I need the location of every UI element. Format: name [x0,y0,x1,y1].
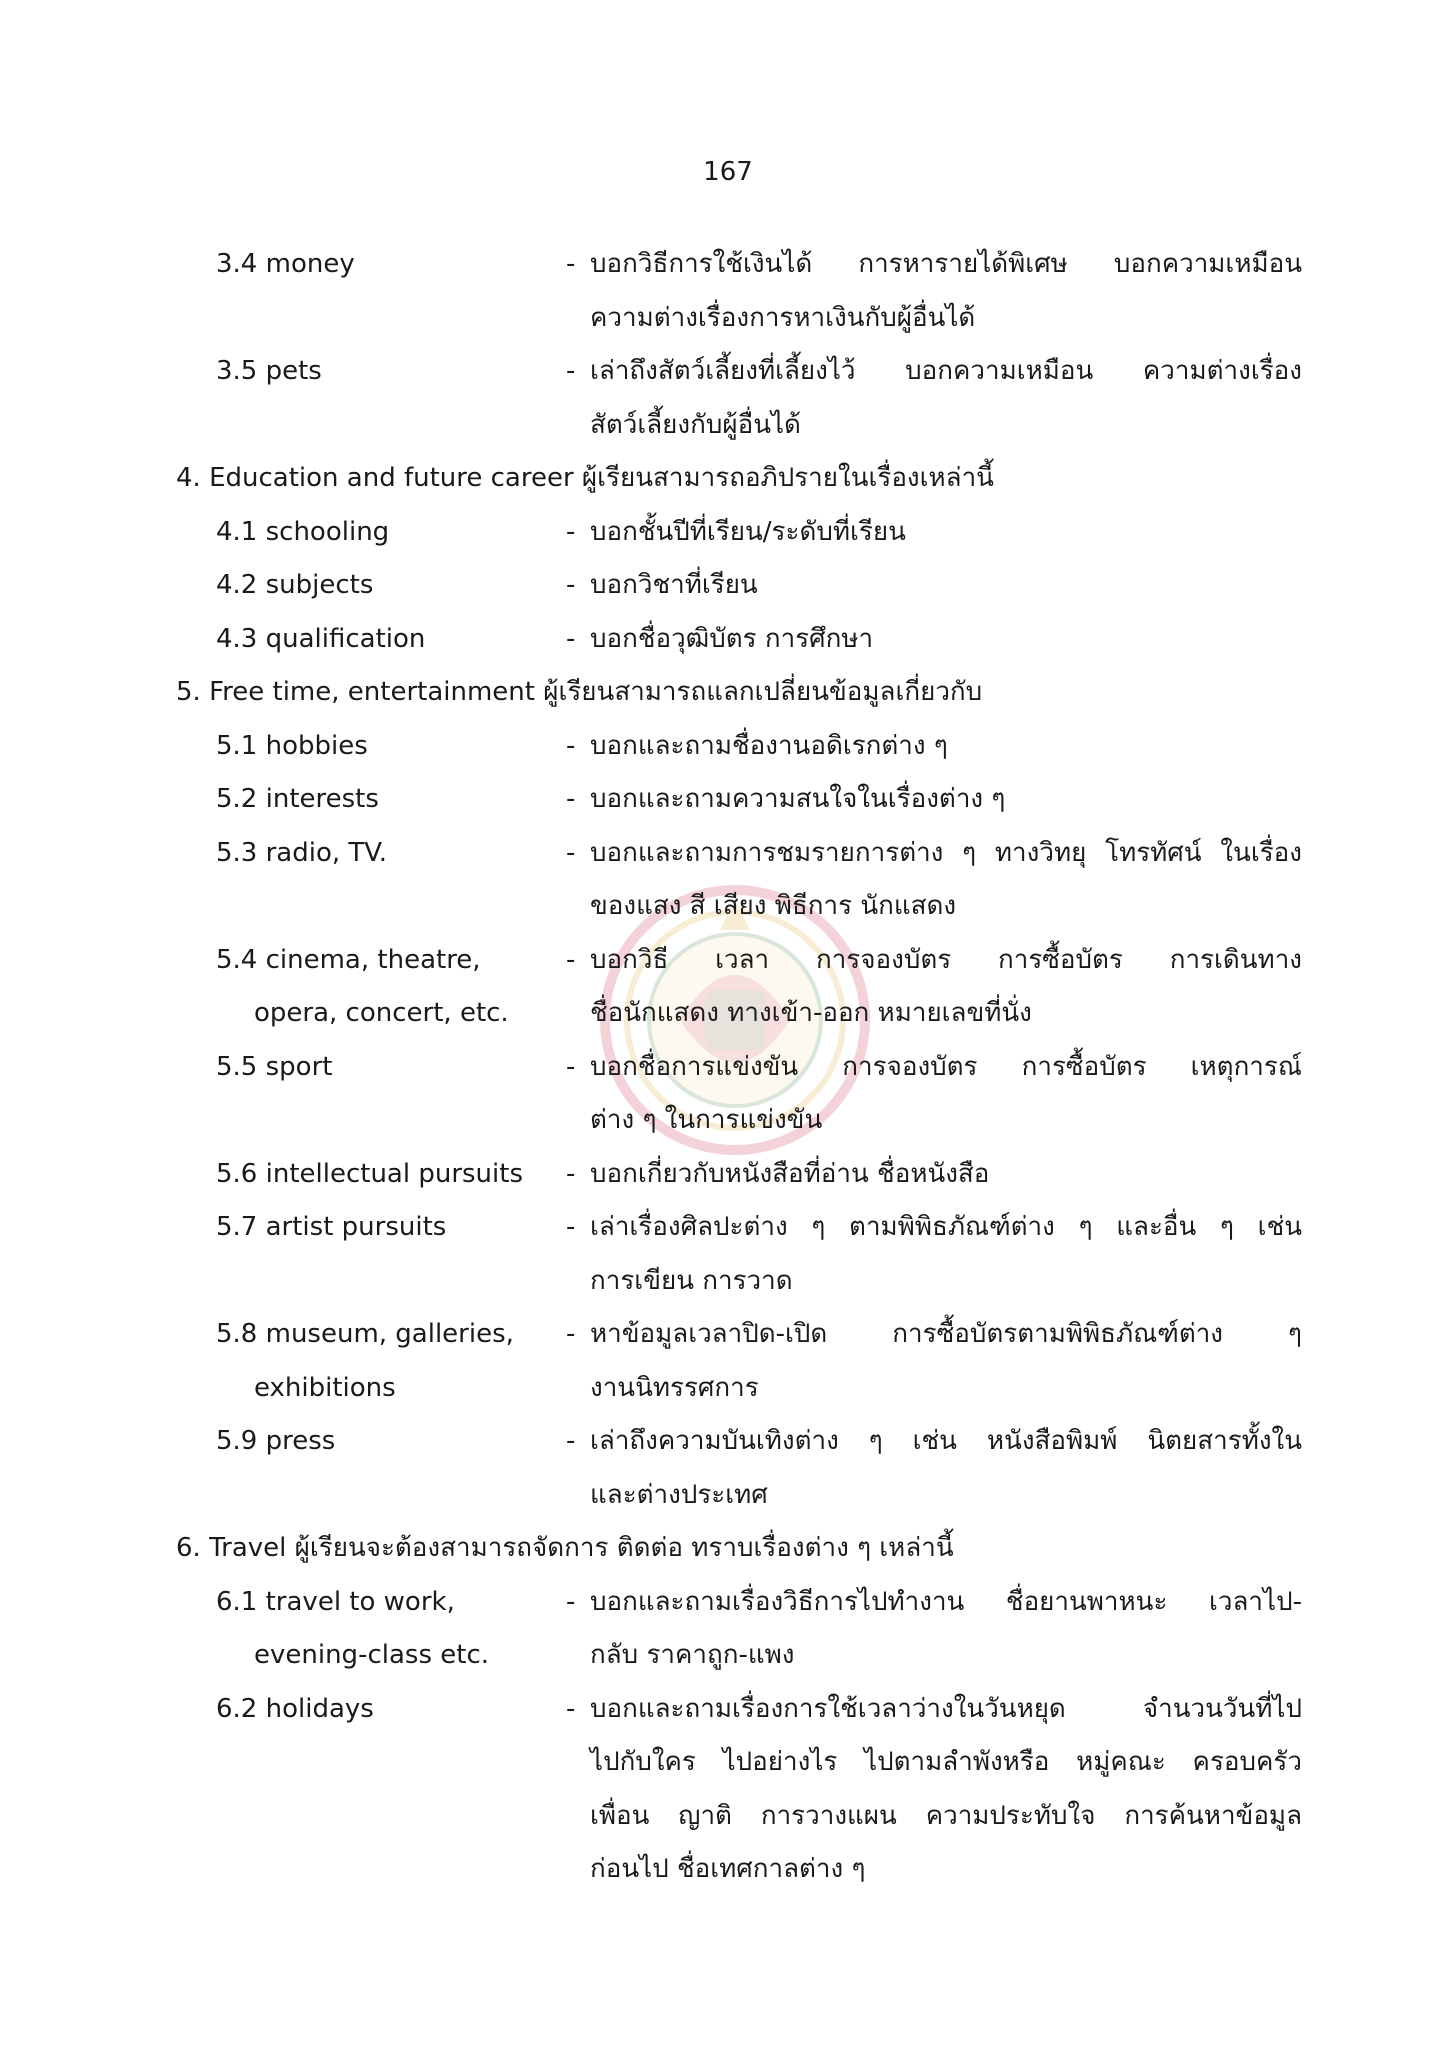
list-item [0,934,1456,988]
item-description: บอกวิชาที่เรียน [590,570,758,600]
item-dash: - [566,516,576,547]
list-item [0,1308,1456,1362]
item-dash: - [566,356,576,386]
item-label: 5.6 intellectual pursuits [216,1158,523,1189]
item-label: 6.2 holidays [216,1693,374,1724]
list-item [0,1201,1456,1255]
item-description: บอกวิธีการใช้เงินได้ การหารายได้พิเศษ บอกความเหมือน [590,249,1302,279]
list-item-continuation [0,1469,1456,1523]
item-description: บอกและถามความสนใจในเรื่องต่าง ๆ [590,784,1006,814]
item-description: เพื่อน ญาติ การวางแผน ความประทับใจ การค้นหาข้อมูล [590,1800,1302,1831]
list-item [0,1041,1456,1095]
item-dash: - [566,784,576,814]
list-item [0,559,1456,613]
item-label: 6.1 travel to work, [216,1586,455,1617]
item-dash: - [566,944,576,975]
item-dash: - [566,837,576,868]
item-label: opera, concert, etc. [254,998,509,1028]
list-item-continuation [0,1629,1456,1683]
list-item-continuation [0,1736,1456,1790]
item-description: ต่าง ๆ ในการแข่งขัน [590,1105,823,1135]
item-description: เล่าถึงสัตว์เลี้ยงที่เลี้ยงไว้ บอกความเหมือน ความต่างเรื่อง [590,356,1302,386]
item-label: 3.4 money [216,249,355,279]
item-description: และต่างประเทศ [590,1479,768,1510]
item-dash: - [566,1586,576,1617]
list-item-continuation [0,987,1456,1041]
item-dash: - [566,1051,576,1082]
list-item-continuation [0,1843,1456,1897]
content-list [0,238,1456,1897]
list-item-continuation [0,1094,1456,1148]
item-dash: - [566,570,576,600]
list-item [0,613,1456,667]
section-heading: 4. Education and future career ผู้เรียนสามารถอภิปรายในเรื่องเหล่านี้ [176,463,994,493]
item-dash: - [566,1426,576,1456]
item-dash: - [566,1319,576,1349]
item-description: บอกและถามเรื่องวิธีการไปทำงาน ชื่อยานพาหนะ เวลาไป- [590,1586,1302,1617]
item-description: ไปกับใคร ไปอย่างไร ไปตามลำพังหรือ หมู่คณะ ครอบครัว [590,1747,1302,1777]
list-item [0,1683,1456,1737]
item-description: ชื่อนักแสดง ทางเข้า-ออก หมายเลขที่นั่ง [590,998,1032,1028]
item-label: 5.3 radio, TV. [216,837,387,868]
item-description: เล่าเรื่องศิลปะต่าง ๆ ตามพิพิธภัณฑ์ต่าง ๆ และอื่น ๆ เช่น [590,1212,1302,1242]
item-label: 4.3 qualification [216,623,426,654]
item-dash: - [566,1158,576,1189]
item-label: 4.1 schooling [216,516,390,547]
item-description: บอกชื่อการแข่งขัน การจองบัตร การซื้อบัตร เหตุการณ์ [590,1051,1302,1082]
list-item-continuation [0,1790,1456,1844]
list-item [0,1576,1456,1630]
item-label: 5.7 artist pursuits [216,1212,447,1242]
item-dash: - [566,1693,576,1724]
item-label: 5.5 sport [216,1051,333,1082]
list-item-continuation [0,292,1456,346]
item-dash: - [566,249,576,279]
list-item [0,827,1456,881]
item-label: 5.8 museum, galleries, [216,1319,514,1349]
page-number: 167 [703,157,753,187]
item-label: 4.2 subjects [216,570,374,600]
list-item [0,506,1456,560]
item-description: บอกและถามการชมรายการต่าง ๆ ทางวิทยุ โทรทัศน์ ในเรื่อง [590,837,1302,868]
item-description: กลับ ราคาถูก-แพง [590,1640,795,1670]
item-description: บอกและถามเรื่องการใช้เวลาว่างในวันหยุด จำนวนวันที่ไป [590,1693,1302,1724]
list-item-continuation [0,1362,1456,1416]
section-heading-row [0,1522,1456,1576]
item-label: 5.9 press [216,1426,336,1456]
item-label: exhibitions [254,1372,396,1403]
item-description: ของแสง สี เสียง พิธีการ นักแสดง [590,891,957,921]
section-heading: 5. Free time, entertainment ผู้เรียนสามารถแลกเปลี่ยนข้อมูลเกี่ยวกับ [176,677,983,707]
item-dash: - [566,623,576,654]
section-heading-row [0,666,1456,720]
item-description: เล่าถึงความบันเทิงต่าง ๆ เช่น หนังสือพิมพ์ นิตยสารทั้งใน [590,1426,1302,1456]
item-description: ความต่างเรื่องการหาเงินกับผู้อื่นได้ [590,302,976,333]
list-item-continuation [0,880,1456,934]
item-label: evening-class etc. [254,1640,490,1670]
item-description: ก่อนไป ชื่อเทศกาลต่าง ๆ [590,1854,866,1884]
item-label: 5.4 cinema, theatre, [216,944,481,975]
item-description: บอกและถามชื่องานอดิเรกต่าง ๆ [590,730,948,761]
item-description: บอกชื่อวุฒิบัตร การศึกษา [590,623,874,654]
list-item [0,345,1456,399]
list-item [0,773,1456,827]
item-label: 3.5 pets [216,356,322,386]
item-description: หาข้อมูลเวลาปิด-เปิด การซื้อบัตรตามพิพิธภัณฑ์ต่าง ๆ [590,1319,1302,1349]
list-item-continuation [0,1255,1456,1309]
list-item-continuation [0,399,1456,453]
item-label: 5.1 hobbies [216,730,368,761]
list-item [0,1415,1456,1469]
item-description: สัตว์เลี้ยงกับผู้อื่นได้ [590,409,801,440]
section-heading-row [0,452,1456,506]
item-dash: - [566,1212,576,1242]
item-description: บอกชั้นปีที่เรียน/ระดับที่เรียน [590,516,906,547]
list-item [0,1148,1456,1202]
list-item [0,720,1456,774]
item-description: งานนิทรรศการ [590,1372,759,1403]
item-description: บอกวิธี เวลา การจองบัตร การซื้อบัตร การเดินทาง [590,944,1302,975]
item-description: การเขียน การวาด [590,1265,793,1296]
section-heading: 6. Travel ผู้เรียนจะต้องสามารถจัดการ ติดต่อ ทราบเรื่องต่าง ๆ เหล่านี้ [176,1533,954,1563]
item-label: 5.2 interests [216,784,379,814]
item-description: บอกเกี่ยวกับหนังสือที่อ่าน ชื่อหนังสือ [590,1158,990,1189]
item-dash: - [566,730,576,761]
list-item [0,238,1456,292]
